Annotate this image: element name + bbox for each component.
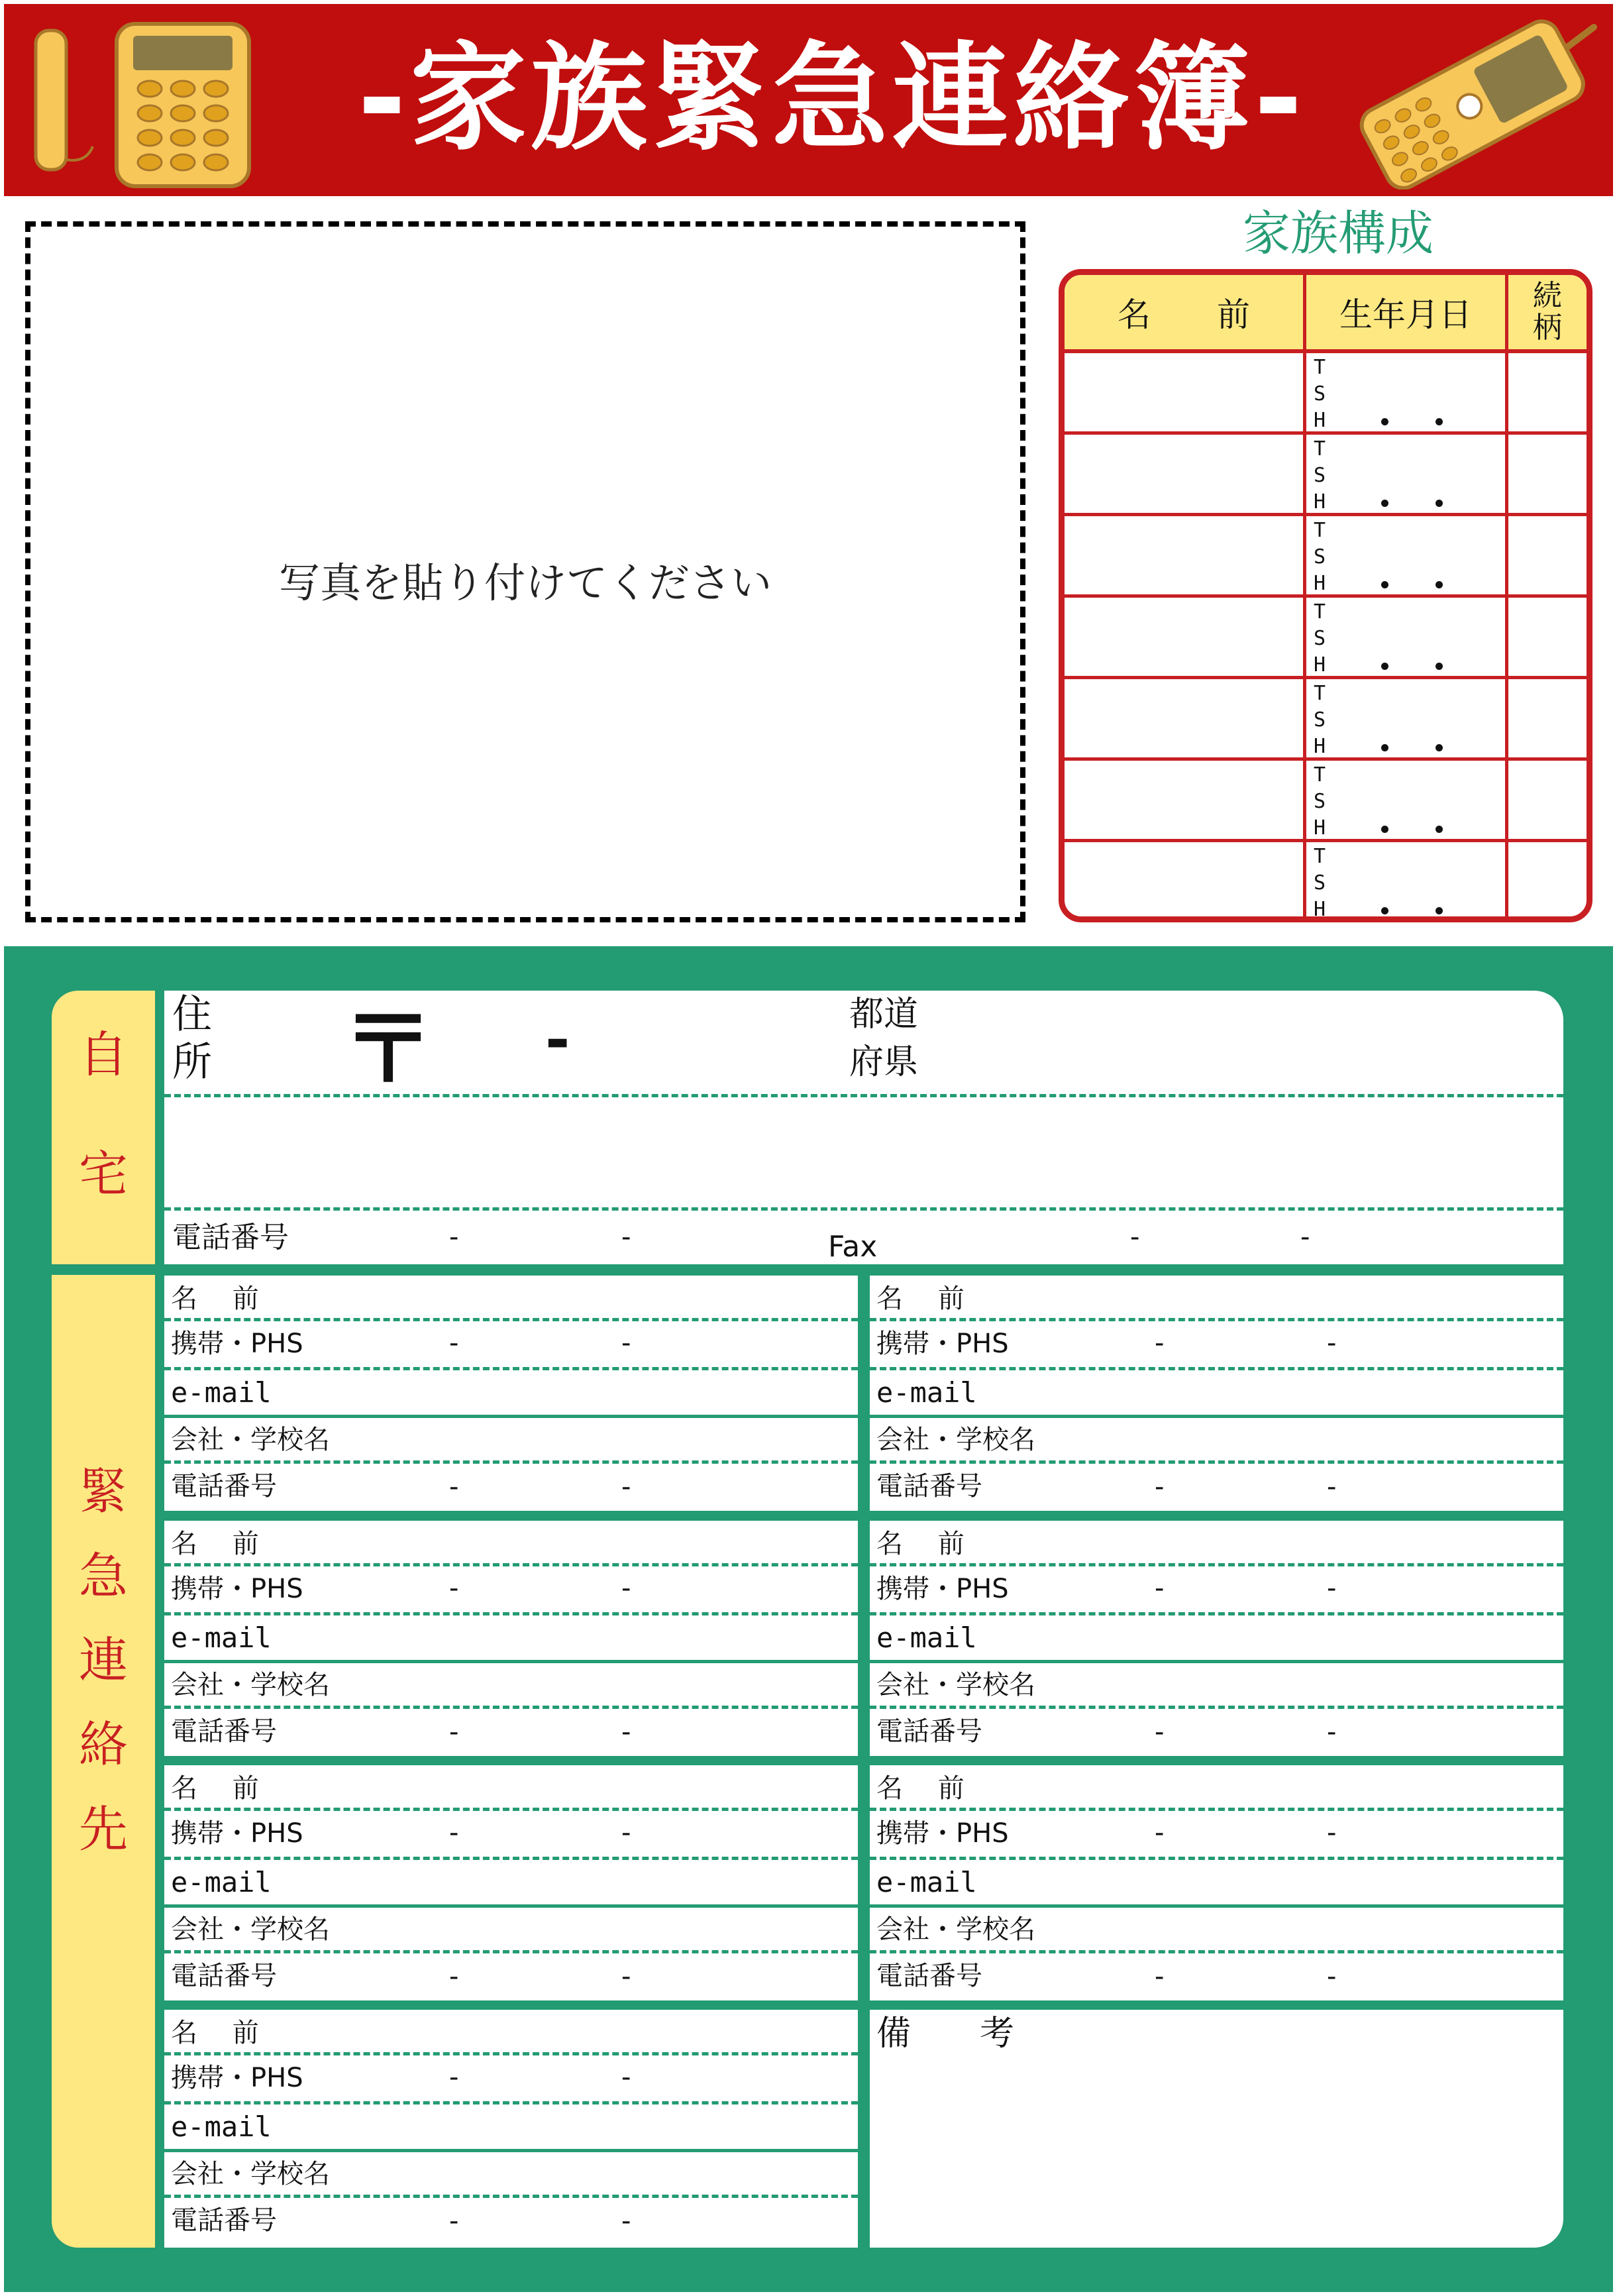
contact-mobile-label: 携帯・PHS <box>171 1574 303 1604</box>
fax-dash: - <box>1300 1222 1310 1252</box>
dashed-divider <box>164 1460 858 1464</box>
contact-email-label: e-mail <box>171 1376 272 1409</box>
family-title: 家族構成 <box>1242 205 1434 261</box>
mobile-dash: - <box>621 1818 631 1848</box>
contact-company-label: 会社・学校名 <box>171 1914 330 1945</box>
era-letters: T S H <box>1313 437 1326 514</box>
date-separator-dot <box>1435 500 1443 507</box>
header-banner <box>4 4 1613 196</box>
date-separator-dot <box>1435 581 1443 588</box>
date-separator-dot <box>1381 744 1388 751</box>
prefecture-label: 都道 <box>849 995 919 1034</box>
contact-block-lower[interactable] <box>164 2152 858 2248</box>
dashed-divider <box>870 1612 1563 1615</box>
address-field[interactable] <box>164 1098 1563 1204</box>
mobile-dash: - <box>449 1573 459 1604</box>
column-relation-line2: 柄 <box>1533 311 1562 345</box>
date-separator-dot <box>1381 907 1388 914</box>
date-separator-dot <box>1435 744 1443 751</box>
mobile-dash: - <box>1327 1818 1337 1848</box>
date-separator-dot <box>1435 663 1443 670</box>
dashed-divider <box>870 1808 1563 1811</box>
emergency-label-char: 絡 <box>79 1716 128 1773</box>
home-label-char: 宅 <box>79 1146 128 1203</box>
mobile-dash: - <box>621 2062 631 2093</box>
date-separator-dot <box>1435 826 1443 833</box>
contact-block-upper[interactable] <box>164 1521 858 1660</box>
phone-dash: - <box>621 1222 631 1252</box>
contact-company-label: 会社・学校名 <box>876 1914 1035 1945</box>
emergency-label-char: 先 <box>79 1801 128 1858</box>
phone-dash: - <box>1155 1717 1165 1747</box>
contact-block-lower[interactable] <box>164 1663 858 1756</box>
column-divider <box>1303 275 1306 916</box>
mobile-dash: - <box>1155 1573 1165 1604</box>
mobile-dash: - <box>1155 1818 1165 1848</box>
phone-dash: - <box>449 2206 459 2236</box>
dashed-divider <box>870 1950 1563 1953</box>
dashed-divider <box>164 1207 1563 1211</box>
era-letters: T S H <box>1313 763 1326 840</box>
contact-block-upper[interactable] <box>870 1276 1563 1415</box>
contact-company-label: 会社・学校名 <box>171 2159 330 2189</box>
era-letters: T S H <box>1313 845 1326 921</box>
phone-dash: - <box>1155 1472 1165 1502</box>
prefecture-label: 府県 <box>849 1042 919 1082</box>
column-relation <box>1508 275 1587 349</box>
address-label: 所 <box>172 1039 212 1085</box>
contact-phone-label: 電話番号 <box>171 1961 277 1991</box>
mobile-dash: - <box>1155 1328 1165 1358</box>
date-separator-dot <box>1381 581 1388 588</box>
contact-phone-label: 電話番号 <box>876 1961 982 1991</box>
contact-block-upper[interactable] <box>870 1521 1563 1660</box>
era-letters: T S H <box>1313 682 1326 758</box>
contact-block-lower[interactable] <box>164 1908 858 2000</box>
phone-dash: - <box>621 1472 631 1502</box>
mobile-dash: - <box>1327 1328 1337 1358</box>
phone-dash: - <box>449 1222 459 1252</box>
dashed-divider <box>870 1367 1563 1370</box>
home-phone-label: 電話番号 <box>172 1221 289 1254</box>
notes-label: 備 考 <box>876 2014 1015 2053</box>
contact-mobile-label: 携帯・PHS <box>876 1329 1009 1359</box>
mobile-dash: - <box>1327 1573 1337 1604</box>
contact-block-upper[interactable] <box>164 1276 858 1415</box>
dashed-divider <box>164 1094 1563 1097</box>
fax-label: Fax <box>828 1230 878 1264</box>
contact-mobile-label: 携帯・PHS <box>876 1574 1009 1604</box>
page-title: -家族緊急連絡簿- <box>357 30 1307 166</box>
contact-name-label: 名 前 <box>171 2018 259 2048</box>
contact-block-upper[interactable] <box>164 1765 858 1904</box>
photo-area[interactable] <box>25 221 1025 922</box>
mobile-phone-icon <box>1335 11 1600 190</box>
contact-name-label: 名 前 <box>171 1773 259 1804</box>
contact-phone-label: 電話番号 <box>876 1716 982 1747</box>
phone-dash: - <box>1327 1717 1337 1747</box>
date-separator-dot <box>1435 907 1443 914</box>
contact-email-label: e-mail <box>171 2110 272 2143</box>
contact-block-upper[interactable] <box>164 2010 858 2149</box>
desk-phone-icon <box>30 17 276 190</box>
phone-dash: - <box>449 1961 459 1992</box>
phone-dash: - <box>449 1717 459 1747</box>
column-birthdate: 生年月日 <box>1339 296 1472 334</box>
column-name: 名 前 <box>1118 296 1250 334</box>
contact-block-lower[interactable] <box>870 1663 1563 1756</box>
mobile-dash: - <box>449 1328 459 1358</box>
contact-email-label: e-mail <box>876 1621 977 1654</box>
phone-dash: - <box>1155 1961 1165 1992</box>
dashed-divider <box>164 1706 858 1709</box>
dashed-divider <box>164 1950 858 1953</box>
mobile-dash: - <box>621 1573 631 1604</box>
emergency-label-char: 急 <box>79 1548 128 1605</box>
contact-phone-label: 電話番号 <box>171 2205 277 2236</box>
era-letters: T S H <box>1313 519 1326 595</box>
contact-email-label: e-mail <box>876 1866 977 1898</box>
contact-name-label: 名 前 <box>876 1529 965 1559</box>
era-letters: T S H <box>1313 600 1326 677</box>
contact-block-lower[interactable] <box>164 1418 858 1511</box>
contact-mobile-label: 携帯・PHS <box>171 1818 303 1849</box>
contact-block-lower[interactable] <box>870 1418 1563 1511</box>
contact-block-lower[interactable] <box>870 1908 1563 2000</box>
phone-dash: - <box>621 1717 631 1747</box>
contact-company-label: 会社・学校名 <box>171 1670 330 1700</box>
mobile-dash: - <box>449 2062 459 2093</box>
phone-dash: - <box>1327 1961 1337 1992</box>
contact-name-label: 名 前 <box>876 1284 965 1314</box>
dashed-divider <box>164 1612 858 1615</box>
contact-mobile-label: 携帯・PHS <box>876 1818 1009 1849</box>
date-separator-dot <box>1381 500 1388 507</box>
notes-box[interactable] <box>870 2010 1563 2248</box>
contact-email-label: e-mail <box>171 1621 272 1654</box>
contact-phone-label: 電話番号 <box>876 1471 982 1502</box>
dashed-divider <box>870 1460 1563 1464</box>
dashed-divider <box>870 1706 1563 1709</box>
mobile-dash: - <box>449 1818 459 1848</box>
contact-mobile-label: 携帯・PHS <box>171 1329 303 1359</box>
emergency-label-char: 緊 <box>79 1463 128 1520</box>
dashed-divider <box>164 1367 858 1370</box>
emergency-side-label <box>52 1275 155 2248</box>
contact-name-label: 名 前 <box>876 1773 965 1804</box>
home-box <box>164 991 1563 1264</box>
phone-dash: - <box>621 2206 631 2236</box>
fax-dash: - <box>1130 1222 1140 1252</box>
date-separator-dot <box>1381 826 1388 833</box>
dashed-divider <box>870 1857 1563 1860</box>
era-letters: T S H <box>1313 356 1326 432</box>
postal-mark: 〒 <box>342 996 435 1104</box>
date-separator-dot <box>1435 418 1443 425</box>
family-table <box>1059 269 1592 922</box>
contact-company-label: 会社・学校名 <box>876 1670 1035 1700</box>
emergency-label-char: 連 <box>79 1632 128 1689</box>
contact-mobile-label: 携帯・PHS <box>171 2063 303 2093</box>
photo-placeholder: 写真を貼り付けてください <box>278 559 772 607</box>
home-label-char: 自 <box>79 1026 128 1083</box>
address-label: 住 <box>172 991 212 1038</box>
dashed-divider <box>870 1318 1563 1321</box>
dashed-divider <box>164 2052 858 2055</box>
contact-block-upper[interactable] <box>870 1765 1563 1904</box>
dashed-divider <box>164 1563 858 1566</box>
contact-name-label: 名 前 <box>171 1529 259 1559</box>
phone-dash: - <box>449 1472 459 1502</box>
contact-email-label: e-mail <box>876 1376 977 1409</box>
dashed-divider <box>164 1318 858 1321</box>
contact-phone-label: 電話番号 <box>171 1471 277 1502</box>
dashed-divider <box>164 1808 858 1811</box>
dashed-divider <box>870 1563 1563 1566</box>
date-separator-dot <box>1381 663 1388 670</box>
contact-name-label: 名 前 <box>171 1284 259 1314</box>
contact-company-label: 会社・学校名 <box>876 1425 1035 1455</box>
dashed-divider <box>164 2195 858 2198</box>
contact-email-label: e-mail <box>171 1866 272 1898</box>
postal-dash: - <box>545 1005 570 1075</box>
dashed-divider <box>164 1857 858 1860</box>
phone-dash: - <box>621 1961 631 1992</box>
dashed-divider <box>164 2101 858 2105</box>
home-side-label <box>52 991 155 1264</box>
column-relation-line1: 続 <box>1533 279 1562 313</box>
mobile-dash: - <box>621 1328 631 1358</box>
column-divider <box>1505 275 1508 916</box>
contact-phone-label: 電話番号 <box>171 1716 277 1747</box>
contact-company-label: 会社・学校名 <box>171 1425 330 1455</box>
date-separator-dot <box>1381 418 1388 425</box>
phone-dash: - <box>1327 1472 1337 1502</box>
